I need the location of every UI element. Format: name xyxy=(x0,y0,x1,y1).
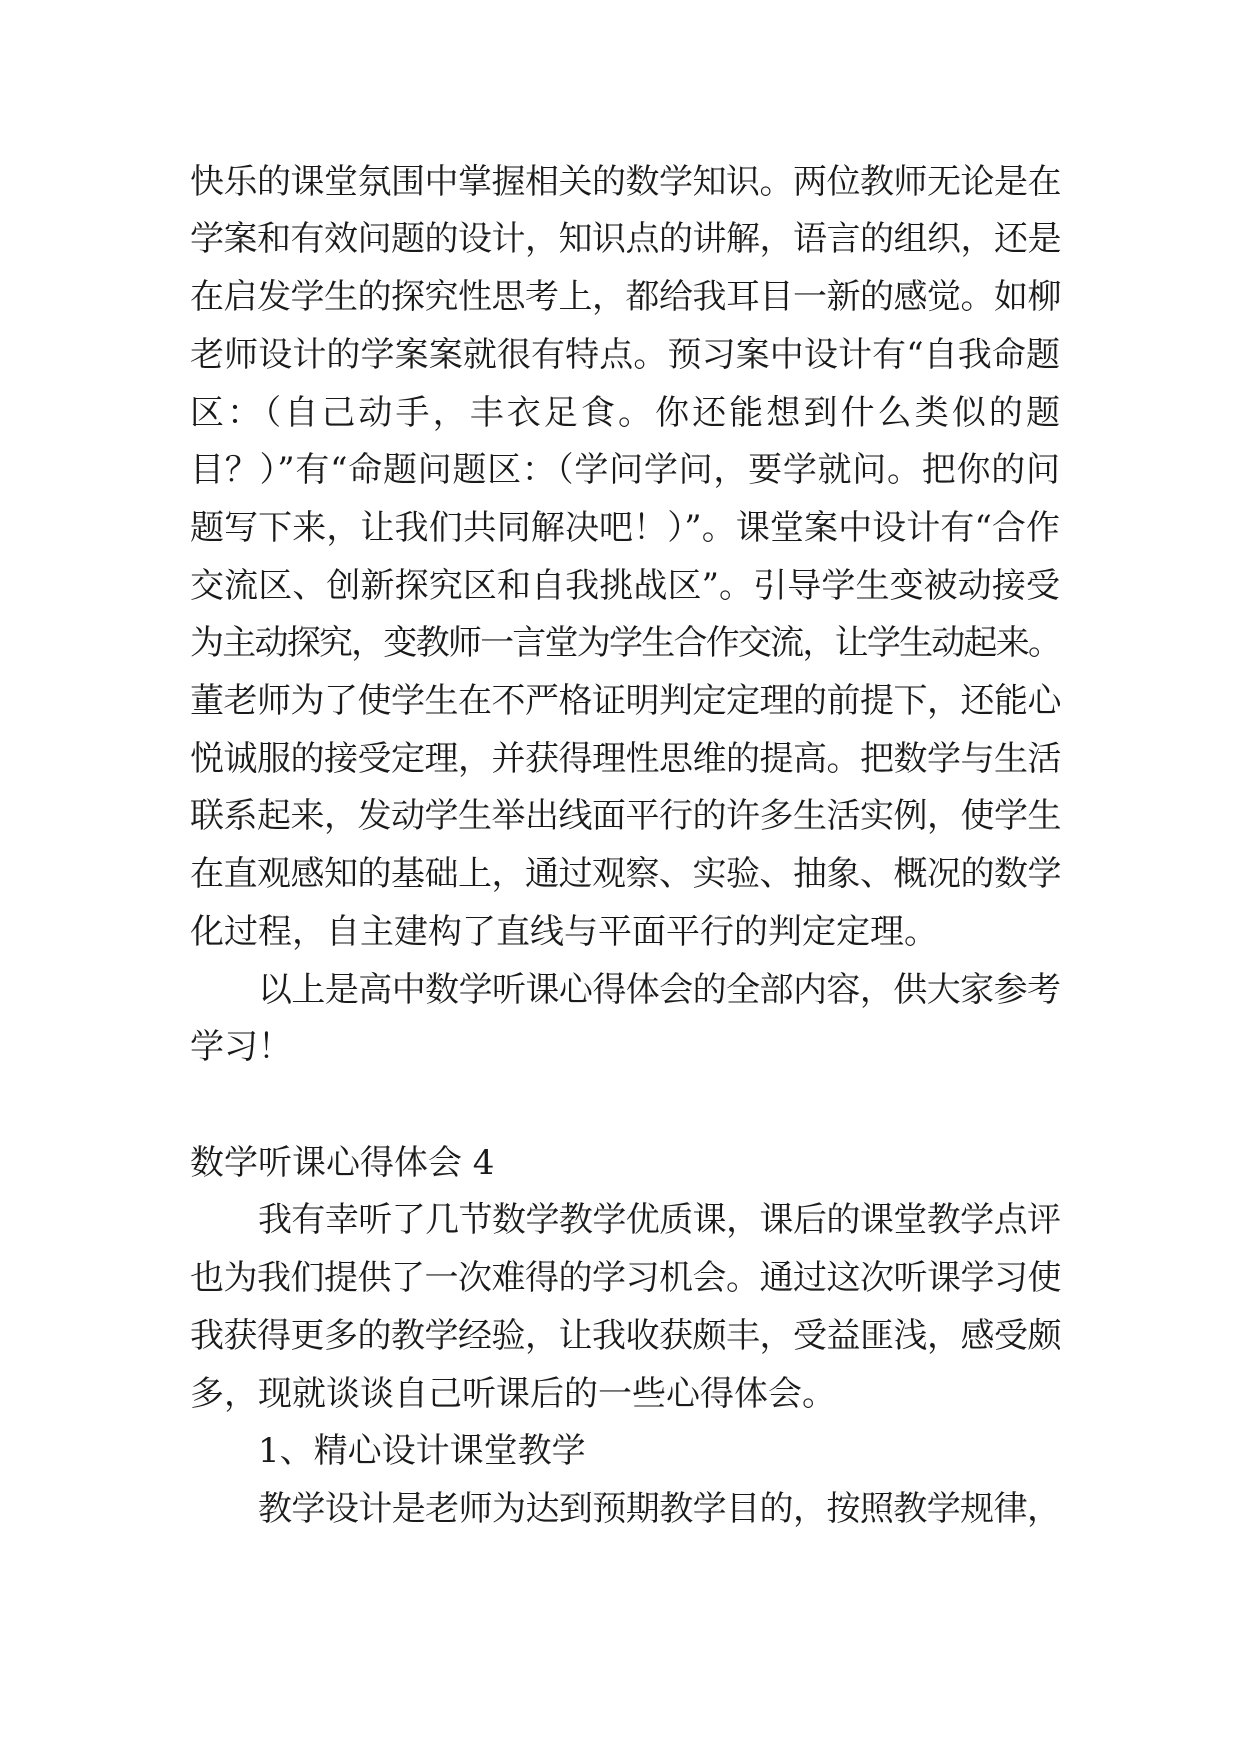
paragraph-line: 悦诚服的接受定理，并获得理性思维的提高。把数学与生活 xyxy=(190,739,1061,779)
paragraph-line: 董老师为了使学生在不严格证明判定定理的前提下，还能心 xyxy=(190,681,1061,721)
section-heading: 数学听课心得体会 4 xyxy=(190,1143,495,1183)
paragraph-line: 在直观感知的基础上，通过观察、实验、抽象、概况的数学 xyxy=(190,854,1061,894)
paragraph-line: 快乐的课堂氛围中掌握相关的数学知识。两位教师无论是在 xyxy=(190,162,1061,202)
paragraph-line: 区：（自己动手，丰衣足食。你还能想到什么类似的题 xyxy=(190,393,1060,433)
paragraph-line: 化过程，自主建构了直线与平面平行的判定定理。 xyxy=(190,912,938,952)
paragraph-line: 学习！ xyxy=(190,1027,292,1067)
paragraph-line: 题写下来，让我们共同解决吧！）”。课堂案中设计有“合作 xyxy=(190,508,1060,548)
paragraph-line: 学案和有效问题的设计，知识点的讲解，语言的组织，还是 xyxy=(190,219,1061,259)
paragraph-line: 以上是高中数学听课心得体会的全部内容，供大家参考 xyxy=(258,970,1060,1010)
paragraph-line: 老师设计的学案案就很有特点。预习案中设计有“自我命题 xyxy=(190,335,1060,375)
paragraph-line: 为主动探究，变教师一言堂为学生合作交流，让学生动起来。 xyxy=(190,623,1060,663)
paragraph-line: 我有幸听了几节数学教学优质课，课后的课堂教学点评 xyxy=(258,1200,1060,1240)
paragraph-line: 在启发学生的探究性思考上，都给我耳目一新的感觉。如柳 xyxy=(190,277,1061,317)
subheading: 1、精心设计课堂教学 xyxy=(258,1431,586,1471)
paragraph-line: 也为我们提供了一次难得的学习机会。通过这次听课学习使 xyxy=(190,1258,1061,1298)
paragraph-line: 联系起来，发动学生举出线面平行的许多生活实例，使学生 xyxy=(190,796,1061,836)
paragraph-line: 教学设计是老师为达到预期教学目的，按照教学规律， xyxy=(258,1489,1060,1529)
paragraph-line: 我获得更多的教学经验，让我收获颇丰，受益匪浅，感受颇 xyxy=(190,1316,1061,1356)
paragraph-line: 交流区、创新探究区和自我挑战区”。引导学生变被动接受 xyxy=(190,566,1060,606)
paragraph-line: 目？）”有“命题问题区：（学问学问，要学就问。把你的问 xyxy=(190,450,1060,490)
paragraph-line: 多，现就谈谈自己听课后的一些心得体会。 xyxy=(190,1374,836,1414)
